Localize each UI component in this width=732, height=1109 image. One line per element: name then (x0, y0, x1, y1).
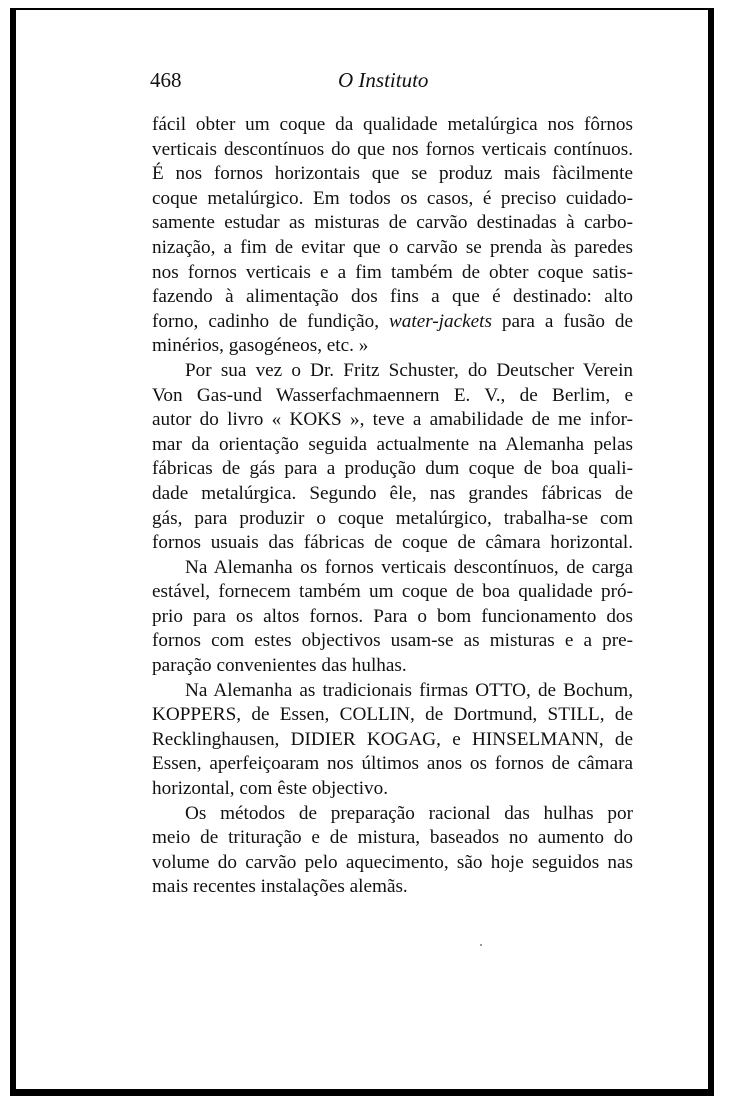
text-line: minérios, gasogéneos, etc. » (152, 335, 369, 357)
text-line: paração convenientes das hulhas. (152, 655, 407, 677)
text-line: fornos usuais das fábricas de coque de câmara horizontal. (152, 532, 633, 554)
text-line: verticais descontínuos do que nos fornos verticais contínuos. (152, 138, 633, 160)
text-line: Na Alemanha os fornos verticais descontínuos, de carga (185, 556, 633, 578)
text-segment: forno, cadinho de fundição, (152, 310, 389, 332)
text-line: fácil obter um coque da qualidade metalúrgica nos fôrnos (152, 114, 633, 135)
page-number: 468 (150, 68, 182, 92)
text-line: Recklinghausen, DIDIER KOGAG, e HINSELMANN, de (152, 728, 633, 750)
text-line: KOPPERS, de Essen, COLLIN, de Dortmund, STILL, de (152, 704, 633, 726)
page-header (150, 68, 630, 98)
text-line: horizontal, com êste objectivo. (152, 778, 389, 800)
text-line: É nos fornos horizontais que se produz mais fàcilmente (152, 163, 633, 185)
text-line: Os métodos de preparação racional das hulhas por (185, 802, 633, 824)
text-line: coque metalúrgico. Em todos os casos, é preciso cuidado- (152, 187, 633, 209)
text-line: fazendo à alimentação dos fins a que é destinado: alto (152, 286, 633, 308)
text-line: fábricas de gás para a produção dum coque de boa quali- (152, 458, 633, 480)
text-line: autor do livro « KOKS », teve a amabilidade de me infor- (152, 409, 633, 431)
paragraph-3 (152, 556, 633, 679)
text-line: mais recentes instalações alemãs. (152, 876, 408, 898)
text-line: Na Alemanha as tradicionais firmas OTTO, de Bochum, (185, 679, 633, 701)
text-line: meio de trituração e de mistura, baseados no aumento do (152, 827, 633, 849)
text-line: Essen, aperfeiçoaram nos últimos anos os fornos de câmara (152, 753, 633, 775)
text-line: estável, fornecem também um coque de boa qualidade pró- (152, 581, 633, 603)
text-line (152, 310, 633, 335)
text-line: dade metalúrgica. Segundo êle, nas grandes fábricas de (152, 482, 633, 504)
text-line: prio para os altos fornos. Para o bom funcionamento dos (152, 605, 633, 627)
text-line: volume do carvão pelo aquecimento, são hoje seguidos nas (152, 851, 633, 873)
text-line: Por sua vez o Dr. Fritz Schuster, do Deutscher Verein (185, 359, 633, 381)
text-segment: para a fusão de (491, 310, 633, 332)
text-line: Von Gas-und Wasserfachmaennern E. V., de Berlim, e (152, 384, 633, 406)
paragraph-4 (152, 679, 633, 802)
paragraph-1 (152, 113, 633, 359)
paragraph-2 (152, 359, 633, 556)
text-line: mar da orientação seguida actualmente na Alemanha pelas (152, 433, 633, 455)
paper-speck (480, 944, 482, 946)
text-line: gás, para produzir o coque metalúrgico, trabalha-se com (152, 507, 633, 529)
text-line: nização, a fim de evitar que o carvão se prenda às paredes (152, 236, 633, 258)
text-line: nos fornos verticais e a fim também de obter coque satis- (152, 261, 633, 283)
text-line: fornos com estes objectivos usam-se as misturas e a pre- (152, 630, 633, 652)
paragraph-5 (152, 802, 633, 900)
text-line: samente estudar as misturas de carvão destinadas à carbo- (152, 212, 633, 234)
body-text (152, 113, 633, 900)
running-title: O Instituto (338, 68, 429, 92)
italic-term: water-jackets (388, 310, 492, 332)
